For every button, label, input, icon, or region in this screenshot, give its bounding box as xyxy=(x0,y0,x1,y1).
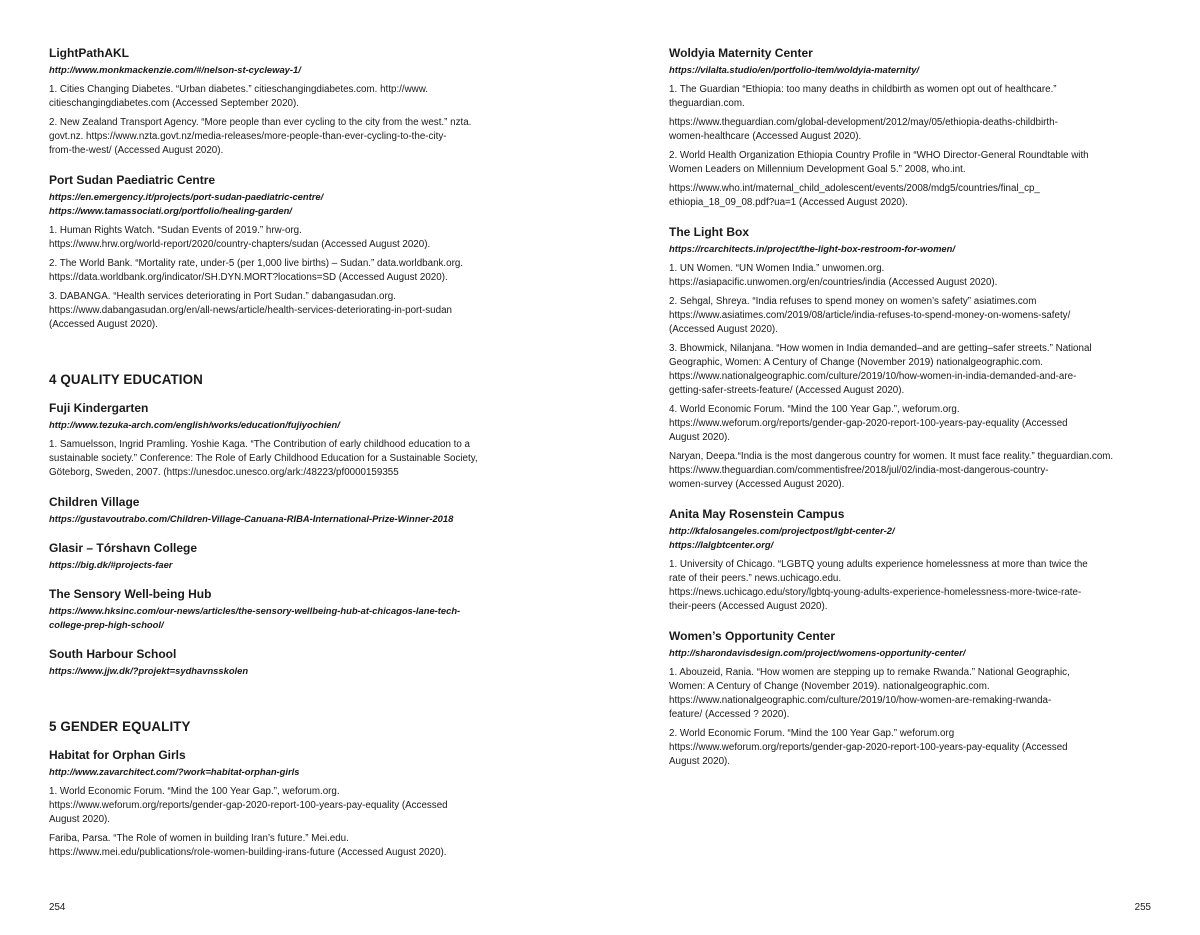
left-column xyxy=(49,46,537,875)
reference-note: https://www.theguardian.com/global-development/2012/may/05/ethiopia-deaths-childbirth- women-healthcare (Accessed August 2020). xyxy=(669,117,1058,142)
project-title: Woldyia Maternity Center xyxy=(669,46,813,60)
reference-note: 2. New Zealand Transport Agency. “More people than ever cycling to the city from the west.” nzta. govt.nz. https://www.nzta.govt.nz/media-releases/more-people-than-ever-cycling-to-the-city- from-the-west/ (Accessed August 2020). xyxy=(49,117,472,156)
blocks-right xyxy=(669,46,1157,769)
project-url-link[interactable]: https://www.hksinc.com/our-news/articles/the-sensory-wellbeing-hub-at-chicagos-lane-tech- college-prep-high-school/ xyxy=(49,605,461,630)
reference-note: 3. DABANGA. “Health services deteriorating in Port Sudan.” dabangasudan.org. https://www.dabangasudan.org/en/all-news/article/health-services-deteriorating-in-port-sudan (Accessed August 2020). xyxy=(49,291,452,330)
project-url-link[interactable]: https://www.tamassociati.org/portfolio/healing-garden/ xyxy=(49,205,292,216)
right-page xyxy=(669,0,1157,935)
project-title: The Light Box xyxy=(669,225,749,239)
project-title: The Sensory Well-being Hub xyxy=(49,587,212,601)
project-url-link[interactable]: http://www.zavarchitect.com/?work=habitat-orphan-girls xyxy=(49,766,300,777)
project-url-link[interactable]: https://www.jjw.dk/?projekt=sydhavnsskolen xyxy=(49,665,249,676)
project-url-link[interactable]: http://kfalosangeles.com/projectpost/lgbt-center-2/ xyxy=(669,525,895,536)
reference-note: 2. World Economic Forum. “Mind the 100 Year Gap.” weforum.org https://www.weforum.org/reports/gender-gap-2020-report-100-years-pay-equality (Accessed August 2020). xyxy=(669,728,1068,767)
project-entry xyxy=(669,225,1157,492)
project-entry xyxy=(49,495,537,526)
project-entry xyxy=(49,401,537,480)
project-url-link[interactable]: https://big.dk/#projects-faer xyxy=(49,559,173,570)
reference-note: 1. The Guardian “Ethiopia: too many deaths in childbirth as women opt out of healthcare.” theguardian.com. xyxy=(669,84,1057,109)
blocks-a xyxy=(49,46,537,332)
reference-note: Naryan, Deepa.“India is the most dangerous country for women. It must face reality.” theguardian.com. https://www.theguardian.com/commentisfree/2018/jul/02/india-most-dangerous-country- women-survey (Accessed August 2020). xyxy=(669,451,1114,490)
project-title: Fuji Kindergarten xyxy=(49,401,149,415)
project-title: Women’s Opportunity Center xyxy=(669,629,836,643)
right-column xyxy=(669,46,1157,784)
project-title: Port Sudan Paediatric Centre xyxy=(49,173,216,187)
reference-note: 1. University of Chicago. “LGBTQ young adults experience homelessness at more than twice the rate of their peers.” news.uchicago.edu. https://news.uchicago.edu/story/lgbtq-young-adults-experience-homelessness-more-twice-rate- their-peers (Accessed August 2020). xyxy=(669,559,1088,612)
reference-note: 1. Abouzeid, Rania. “How women are stepping up to remake Rwanda.” National Geographic, Women: A Century of Change (November 2019). nationalgeographic.com. https://www.nationalgeographic.com/culture/2019/10/how-women-are-remaking-rwanda- feature/ (Accessed ? 2020). xyxy=(669,667,1070,720)
reference-note: 2. World Health Organization Ethiopia Country Profile in “WHO Director-General Roundtable with Women Leaders on Millennium Development Goal 5.” 2008, who.int. xyxy=(669,150,1089,175)
reference-note: 3. Bhowmick, Nilanjana. “How women in India demanded–and are getting–safer streets.” National Geographic, Women: A Century of Change (November 2019) nationalgeographic.com. https://www.nationalgeographic.com/culture/2019/10/how-women-in-india-demanded-and-are- getting-safer-streets-feature/ (Accessed August 2020). xyxy=(669,343,1092,396)
reference-note: 2. The World Bank. “Mortality rate, under-5 (per 1,000 live births) – Sudan.” data.worldbank.org. https://data.worldbank.org/indicator/SH.DYN.MORT?locations=SD (Accessed August 2020). xyxy=(49,258,464,283)
reference-note: 1. UN Women. “UN Women India.” unwomen.org. https://asiapacific.unwomen.org/en/countries/india (Accessed August 2020). xyxy=(669,263,998,288)
reference-note: 1. World Economic Forum. “Mind the 100 Year Gap.”, weforum.org. https://www.weforum.org/reports/gender-gap-2020-report-100-years-pay-equality (Accessed August 2020). xyxy=(49,786,448,825)
project-entry xyxy=(49,46,537,158)
project-entry xyxy=(669,46,1157,210)
reference-note: 1. Human Rights Watch. “Sudan Events of 2019.” hrw-org. https://www.hrw.org/world-report/2020/country-chapters/sudan (Accessed August 2020). xyxy=(49,225,431,250)
project-url-link[interactable]: http://www.monkmackenzie.com/#/nelson-st-cycleway-1/ xyxy=(49,64,301,75)
reference-note: Fariba, Parsa. “The Role of women in building Iran’s future.” Mei.edu. https://www.mei.edu/publications/role-women-building-irans-future (Accessed August 2020). xyxy=(49,833,447,858)
project-entry xyxy=(49,748,537,860)
project-url-link[interactable]: https://vilalta.studio/en/portfolio-item/woldyia-maternity/ xyxy=(669,64,920,75)
project-entry xyxy=(49,587,537,632)
project-url-link[interactable]: http://www.tezuka-arch.com/english/works/education/fujiyochien/ xyxy=(49,419,340,430)
page-number-right: 255 xyxy=(1134,902,1151,913)
blocks-c xyxy=(49,748,537,860)
project-url-link[interactable]: http://sharondavisdesign.com/project/womens-opportunity-center/ xyxy=(669,647,966,658)
project-title: Anita May Rosenstein Campus xyxy=(669,507,845,521)
project-url-link[interactable]: https://rcarchitects.in/project/the-light-box-restroom-for-women/ xyxy=(669,243,955,254)
left-page xyxy=(49,0,537,935)
project-url-link[interactable]: https://gustavoutrabo.com/Children-Village-Canuana-RIBA-International-Prize-Winner-2018 xyxy=(49,513,454,524)
project-title: LightPathAKL xyxy=(49,46,129,60)
project-title: Glasir – Tórshavn College xyxy=(49,541,198,555)
reference-note: https://www.who.int/maternal_child_adolescent/events/2008/mdg5/countries/final_cp_ ethiopia_18_09_08.pdf?ua=1 (Accessed August 2020). xyxy=(669,183,1040,208)
project-entry xyxy=(49,647,537,678)
project-title: Habitat for Orphan Girls xyxy=(49,748,186,762)
reference-note: 2. Sehgal, Shreya. “India refuses to spend money on women’s safety” asiatimes.com https://www.asiatimes.com/2019/08/article/india-refuses-to-spend-money-on-womens-safety/ (Accessed August 2020). xyxy=(669,296,1071,335)
project-entry xyxy=(669,629,1157,769)
project-entry xyxy=(49,541,537,572)
project-title: Children Village xyxy=(49,495,140,509)
project-title: South Harbour School xyxy=(49,647,177,661)
reference-note: 4. World Economic Forum. “Mind the 100 Year Gap.”, weforum.org. https://www.weforum.org/reports/gender-gap-2020-report-100-years-pay-equality (Accessed August 2020). xyxy=(669,404,1068,443)
project-url-link[interactable]: https://en.emergency.it/projects/port-sudan-paediatric-centre/ xyxy=(49,191,324,202)
reference-note: 1. Cities Changing Diabetes. “Urban diabetes.” citieschangingdiabetes.com. http://www. citieschangingdiabetes.com (Accessed September 2020). xyxy=(49,84,429,109)
section-heading-quality-education: 4 QUALITY EDUCATION xyxy=(49,372,203,387)
blocks-b xyxy=(49,401,537,678)
reference-note: 1. Samuelsson, Ingrid Pramling. Yoshie Kaga. “The Contribution of early childhood education to a sustainable society.” Conference: The Role of Early Childhood Education for a Sustainable Society, Göteborg, Sweden, 2007. (https://unesdoc.unesco.org/ark:/48223/pf0000159355 xyxy=(49,439,478,478)
project-url-link[interactable]: https://lalgbtcenter.org/ xyxy=(669,539,774,550)
project-entry xyxy=(669,507,1157,614)
page-number-left: 254 xyxy=(49,902,66,913)
project-entry xyxy=(49,173,537,332)
section-heading-gender-equality: 5 GENDER EQUALITY xyxy=(49,719,191,734)
